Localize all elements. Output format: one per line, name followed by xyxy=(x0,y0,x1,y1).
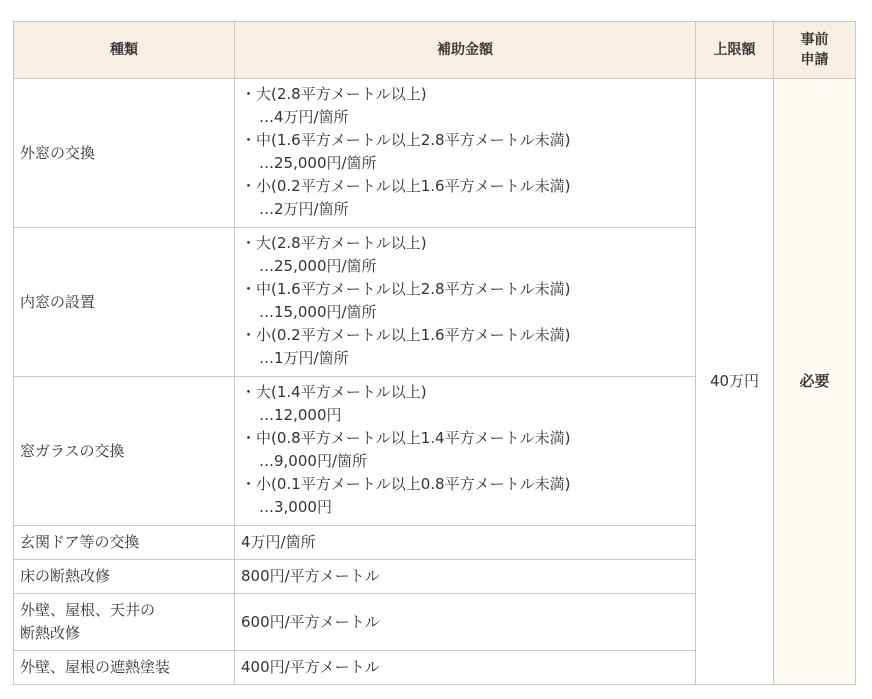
tier-value: …1万円/箇所 xyxy=(259,349,349,367)
tier-label: ・小(0.1平方メートル以上0.8平方メートル未満) xyxy=(241,475,571,493)
tier-value: …12,000円 xyxy=(259,406,342,424)
tier-label: ・中(1.6平方メートル以上2.8平方メートル未満) xyxy=(241,280,571,298)
amount-cell: 600円/平方メートル xyxy=(235,594,696,651)
tier-label: ・中(0.8平方メートル以上1.4平方メートル未満) xyxy=(241,429,571,447)
tier-label: ・大(1.4平方メートル以上) xyxy=(241,383,427,401)
amount-cell xyxy=(235,377,696,526)
category-cell: 外壁、屋根の遮熱塗装 xyxy=(14,651,235,685)
tier-label: ・小(0.2平方メートル以上1.6平方メートル未満) xyxy=(241,326,571,344)
tier-value: …4万円/箇所 xyxy=(259,108,349,126)
tier-value: …3,000円 xyxy=(259,498,332,516)
category-cell xyxy=(14,594,235,651)
category-line: 断熱改修 xyxy=(20,624,81,642)
tier-value: …9,000円/箇所 xyxy=(259,452,367,470)
tier-label: ・大(2.8平方メートル以上) xyxy=(241,85,427,103)
amount-cell: 800円/平方メートル xyxy=(235,560,696,594)
amount-cell: 400円/平方メートル xyxy=(235,651,696,685)
header-limit: 上限額 xyxy=(696,22,774,79)
amount-cell: 4万円/箇所 xyxy=(235,526,696,560)
tier-value: …2万円/箇所 xyxy=(259,200,349,218)
category-line: 外壁、屋根、天井の xyxy=(20,601,156,619)
header-row xyxy=(14,22,856,79)
category-cell: 玄関ドア等の交換 xyxy=(14,526,235,560)
tier-value: …25,000円/箇所 xyxy=(259,154,377,172)
pre-application-cell: 必要 xyxy=(774,79,856,685)
tier-value: …15,000円/箇所 xyxy=(259,303,377,321)
tier-label: ・小(0.2平方メートル以上1.6平方メートル未満) xyxy=(241,177,571,195)
category-cell: 外窓の交換 xyxy=(14,79,235,228)
header-amount: 補助金額 xyxy=(235,22,696,79)
header-pre-application-line-1: 事前 xyxy=(800,32,829,48)
category-cell: 内窓の設置 xyxy=(14,228,235,377)
tier-label: ・大(2.8平方メートル以上) xyxy=(241,234,427,252)
category-cell: 床の断熱改修 xyxy=(14,560,235,594)
header-pre-application xyxy=(774,22,856,79)
header-pre-application-line-2: 申請 xyxy=(800,52,829,68)
header-category: 種類 xyxy=(14,22,235,79)
subsidy-table xyxy=(13,21,856,685)
tier-value: …25,000円/箇所 xyxy=(259,257,377,275)
category-cell: 窓ガラスの交換 xyxy=(14,377,235,526)
amount-cell xyxy=(235,228,696,377)
amount-cell xyxy=(235,79,696,228)
tier-label: ・中(1.6平方メートル以上2.8平方メートル未満) xyxy=(241,131,571,149)
table-row xyxy=(14,79,856,228)
limit-cell: 40万円 xyxy=(696,79,774,685)
